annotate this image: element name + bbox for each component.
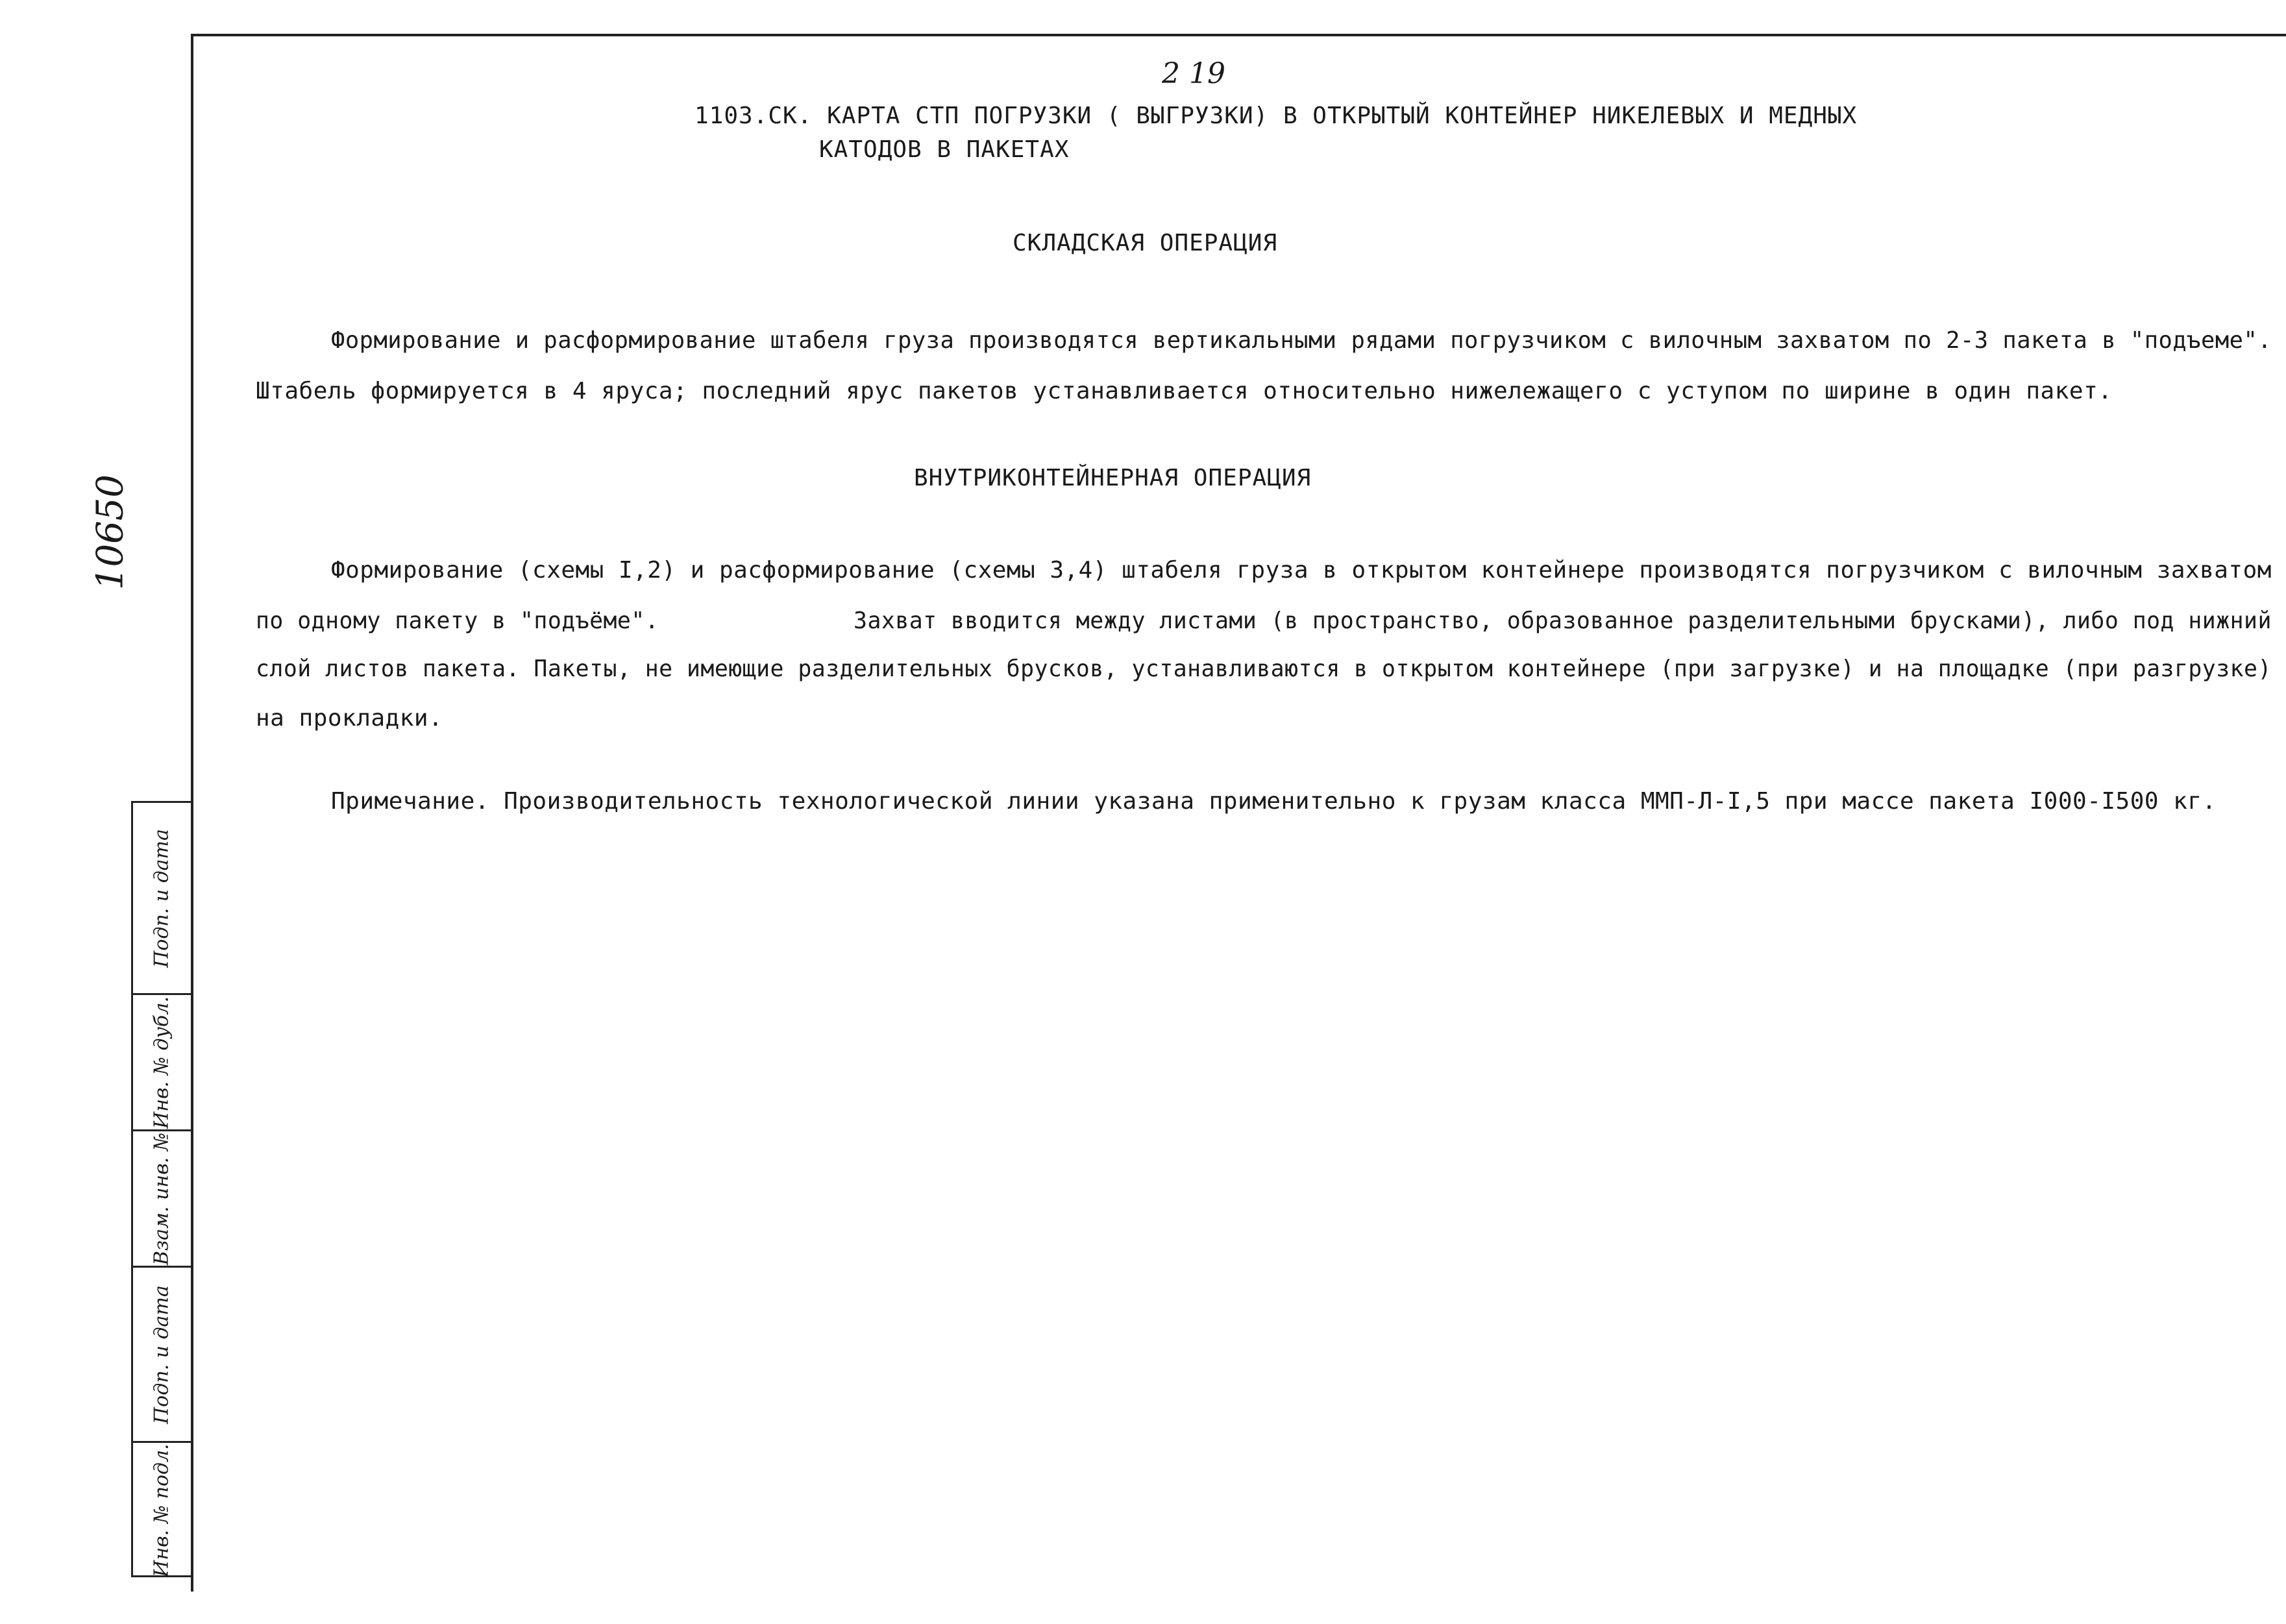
paragraph-line: Формирование и расформирование штабеля груза производятся вертикальными рядами погрузчиком с вилочным захватом по 2-3 пакета в "подъеме". bbox=[331, 327, 2272, 354]
stamp-cell-replace-inv bbox=[131, 1129, 192, 1266]
stamp-cell-sign-date-2 bbox=[131, 1266, 192, 1441]
section-heading-container: ВНУТРИКОНТЕЙНЕРНАЯ ОПЕРАЦИЯ bbox=[914, 465, 1312, 491]
paragraph-line: Штабель формируется в 4 яруса; последний ярус пакетов устанавливается относительно нижележащего с уступом по ширине в один пакет. bbox=[256, 378, 2113, 404]
stamp-label: Взам. инв. № bbox=[150, 1132, 173, 1265]
paragraph-line: по одному пакету в "подъёме". Захват вводится между листами (в пространство, образованное разделительными брусками), либо под нижний bbox=[256, 608, 2272, 634]
stamp-label: Подп. и дата bbox=[150, 828, 173, 968]
page-number: 2 19 bbox=[1162, 57, 1225, 90]
paragraph-line: на прокладки. bbox=[256, 705, 443, 732]
section-heading-warehouse: СКЛАДСКАЯ ОПЕРАЦИЯ bbox=[1013, 230, 1278, 256]
stamp-cell-orig-inv bbox=[131, 1441, 192, 1577]
paragraph-line: Формирование (схемы I,2) и расформирование (схемы 3,4) штабеля груза в открытом контейнере производятся погрузчиком с вилочным захватом bbox=[331, 557, 2272, 584]
document-title-line-1: 1103.СК. КАРТА СТП ПОГРУЗКИ ( ВЫГРУЗКИ) В ОТКРЫТЫЙ КОНТЕЙНЕР НИКЕЛЕВЫХ И МЕДНЫХ bbox=[694, 103, 1858, 129]
frame-top-line bbox=[192, 34, 2286, 36]
side-document-number: 10650 bbox=[89, 474, 132, 591]
document-title-line-2: КАТОДОВ В ПАКЕТАХ bbox=[819, 136, 1070, 163]
stamp-cell-dup-inv bbox=[131, 993, 192, 1129]
note-text: Примечание. Производительность технологической линии указана применительно к грузам класса ММП-Л-I,5 при массе пакета I000-I500 кг. bbox=[331, 788, 2217, 815]
stamp-label: Инв. № подл. bbox=[150, 1443, 173, 1577]
paragraph-line: слой листов пакета. Пакеты, не имеющие разделительных брусков, устанавливаются в открытом контейнере (при загрузке) и на площадке (при разгрузке) bbox=[256, 656, 2272, 682]
stamp-label: Подп. и дата bbox=[150, 1285, 173, 1424]
stamp-label: Инв. № дубл. bbox=[150, 996, 173, 1129]
side-stamp bbox=[131, 801, 192, 1577]
stamp-cell-sign-date-1 bbox=[131, 801, 192, 993]
